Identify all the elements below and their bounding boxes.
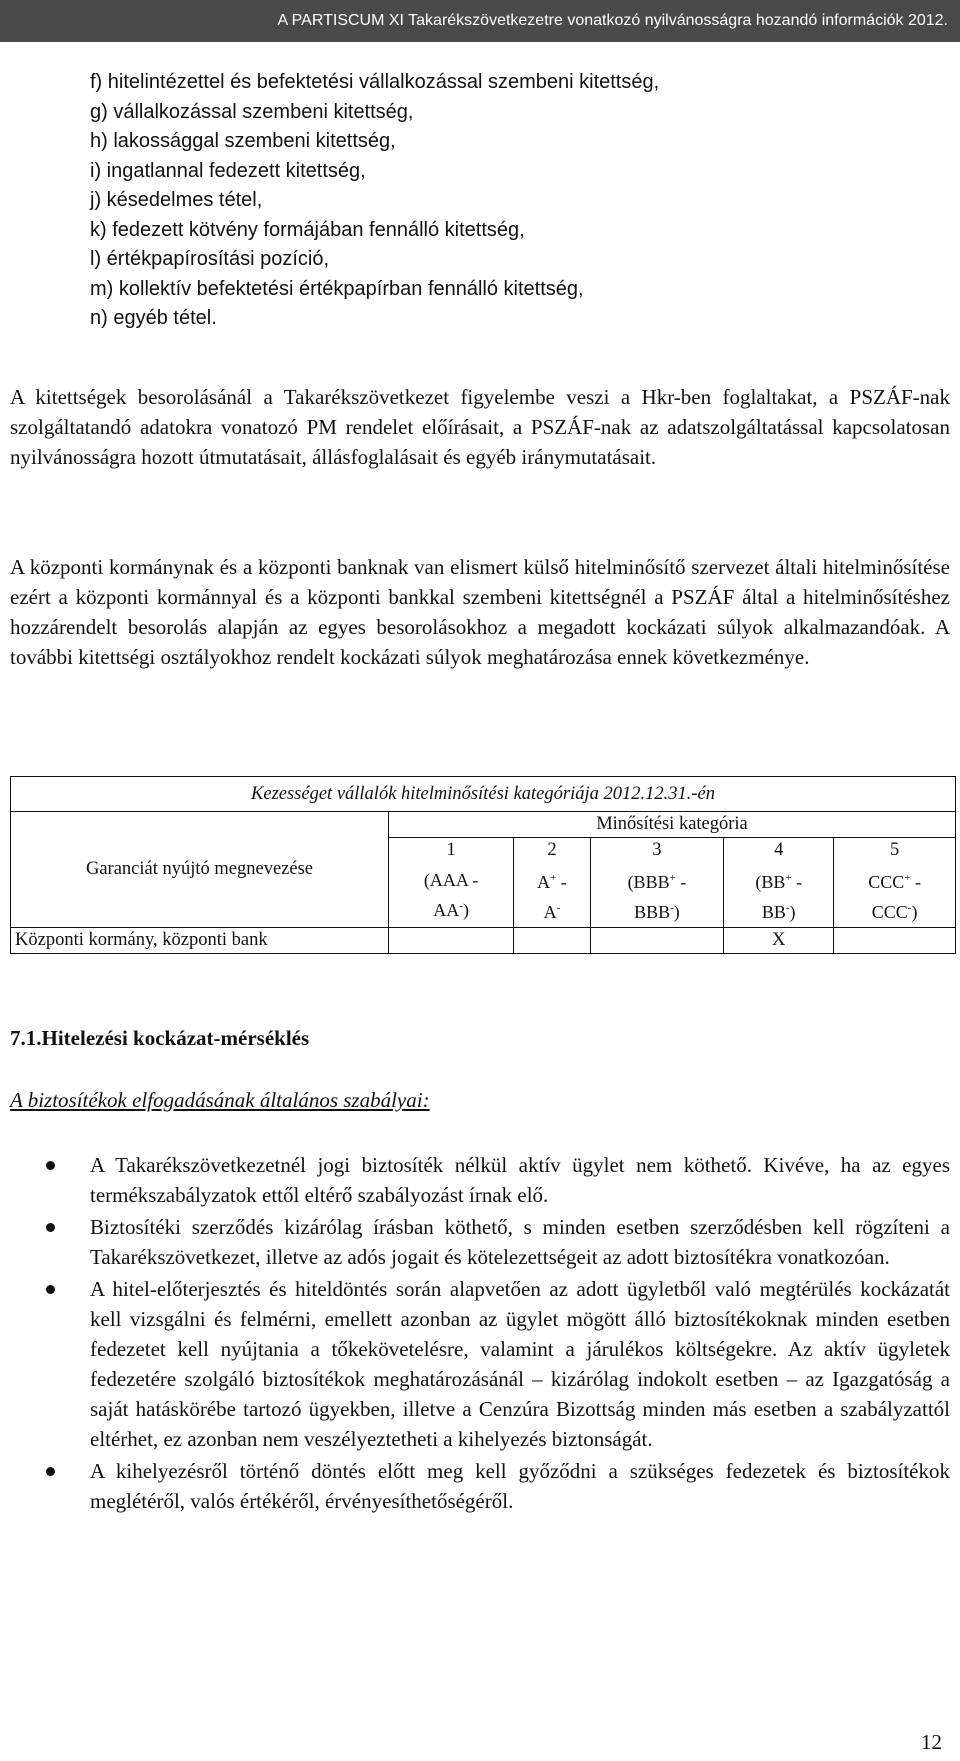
category-range bbox=[590, 863, 724, 928]
range-sup: + bbox=[669, 872, 676, 884]
category-range bbox=[389, 863, 514, 928]
range-lower: BB bbox=[761, 902, 786, 922]
table-caption: Kezességet vállalók hitelminősítési kategóriája 2012.12.31.-én bbox=[11, 777, 956, 812]
table-row bbox=[11, 928, 956, 954]
bullet-text: A Takarékszövetkezetnél jogi biztosíték nélkül aktív ügylet nem köthető. Kivéve, ha az egyes termékszabályzatok ettől eltérő szabályozást írnak elő. bbox=[90, 1153, 950, 1207]
category-number: 5 bbox=[834, 838, 956, 864]
category-range bbox=[724, 863, 834, 928]
range-tail: ) bbox=[673, 902, 680, 922]
range-upper: A bbox=[537, 872, 551, 892]
category-number: 4 bbox=[724, 838, 834, 864]
list-item: m) kollektív befektetési értékpapírban fennálló kitettség, bbox=[90, 277, 584, 300]
range-lower: AA bbox=[433, 900, 460, 920]
range-upper: (BB bbox=[755, 872, 786, 892]
category-number: 1 bbox=[389, 838, 514, 864]
list-item bbox=[10, 1456, 950, 1516]
range-tail: - bbox=[556, 872, 567, 892]
list-item: l) értékpapírosítási pozíció, bbox=[90, 248, 329, 270]
section-title: 7.1.Hitelezési kockázat-mérséklés bbox=[10, 1026, 310, 1050]
bullet-text: A hitel-előterjesztés és hiteldöntés során alapvetően az adott ügyletből való megtérülés kockázatát kell vizsgálni és felmérni, emellett azonban az ügylet mögött álló biztosítékoknak minden esetben fedezetet kell nyújtania a tőkekövetelésre, valamint a járulékos költségekre. Az aktív ügyletek fedezetére szolgáló biztosítékok meghatározásánál – kizárólag indokolt esetben – az Igazgatóság a saját hatáskörébe tartozó ügyekben, illetve a Cenzúra Bizottság minden más esetben a szabályzattól eltérhet, ez azonban nem veszélyeztetheti a kihelyezés biztonságát. bbox=[90, 1277, 950, 1451]
list-item bbox=[10, 1274, 950, 1454]
paragraph-exposure-classification: A kitettségek besorolásánál a Takarékszövetkezet figyelembe veszi a Hkr-ben foglaltakat, a PSZÁF-nak szolgáltatandó adatokra vonatozó PM rendelet előírásait, a PSZÁF-nak az adatszolgáltatással kapcsolatosan nyilvánosságra hozott útmutatásait, állásfoglalásait és egyéb iránymutatásait. bbox=[10, 385, 950, 469]
list-item: g) vállalkozással szembeni kitettség, bbox=[90, 100, 414, 123]
category-mark bbox=[514, 928, 590, 954]
range-sup: - bbox=[785, 902, 790, 914]
list-item: k) fedezett kötvény formájában fennálló kitettség, bbox=[90, 218, 525, 241]
category-range bbox=[834, 863, 956, 928]
list-item: j) késedelmes tétel, bbox=[90, 189, 263, 211]
bullet-icon bbox=[46, 1161, 55, 1170]
guarantor-header: Garanciát nyújtó megnevezése bbox=[11, 812, 389, 928]
list-item bbox=[10, 1212, 950, 1272]
range-lower: A bbox=[543, 902, 557, 922]
range-sup: - bbox=[459, 900, 463, 912]
list-item: n) egyéb tétel. bbox=[90, 307, 217, 329]
category-range bbox=[514, 863, 590, 928]
range-tail: - bbox=[791, 872, 803, 892]
document-header bbox=[0, 0, 960, 42]
category-mark bbox=[834, 928, 956, 954]
guarantor-name: Központi kormány, központi bank bbox=[11, 928, 389, 954]
category-mark bbox=[590, 928, 724, 954]
rules-bullet-list bbox=[10, 1150, 950, 1518]
category-header: Minősítési kategória bbox=[389, 812, 956, 838]
range-tail: ) bbox=[911, 902, 918, 922]
page-number: 12 bbox=[921, 1730, 942, 1754]
range-sup: + bbox=[550, 872, 557, 884]
rating-table bbox=[10, 776, 956, 954]
list-item: h) lakossággal szembeni kitettség, bbox=[90, 130, 396, 152]
range-sup: + bbox=[785, 872, 792, 884]
paragraph-central-government-rating: A központi kormánynak és a központi banknak van elismert külső hitelminősítő szervezet általi hitelminősítése ezért a központi kormánnyal és a központi bankkal szembeni kitettségnél a PSZÁF által a hitelminősítéshez hozzárendelt besorolás alapján az egyes besorolásokhoz a megadott kockázati súlyok alkalmazandóak. A további kitettségi osztályokhoz rendelt kockázati súlyok meghatározása ennek következménye. bbox=[10, 555, 950, 669]
range-sup: - bbox=[907, 902, 912, 914]
range-lower: CCC bbox=[871, 902, 908, 922]
bullet-text: Biztosítéki szerződés kizárólag írásban köthető, s minden esetben szerződésben kell rögzíteni a Takarékszövetkezet, illetve az adós jogait és kötelezettségeit az adott biztosítékra vonatkozóan. bbox=[90, 1215, 950, 1269]
range-upper: (AAA - bbox=[423, 870, 479, 890]
range-upper: (BBB bbox=[627, 872, 670, 892]
range-tail: ) bbox=[789, 902, 796, 922]
list-item bbox=[10, 1150, 950, 1210]
bullet-icon bbox=[46, 1467, 55, 1476]
header-title: A PARTISCUM XI Takarékszövetkezetre vonatkozó nyilvánosságra hozandó információk 2012. bbox=[277, 12, 948, 29]
category-number: 3 bbox=[590, 838, 724, 864]
bullet-icon bbox=[46, 1285, 55, 1294]
range-sup: + bbox=[904, 872, 911, 884]
category-mark: X bbox=[724, 928, 834, 954]
list-item: f) hitelintézettel és befektetési vállalkozással szembeni kitettség, bbox=[90, 71, 660, 93]
range-tail: ) bbox=[462, 900, 469, 920]
range-tail: - bbox=[675, 872, 687, 892]
bullet-icon bbox=[46, 1223, 55, 1232]
category-mark bbox=[389, 928, 514, 954]
range-upper: CCC bbox=[868, 872, 905, 892]
range-lower: BBB bbox=[634, 902, 671, 922]
exposure-class-list bbox=[90, 68, 659, 334]
category-number: 2 bbox=[514, 838, 590, 864]
bullet-text: A kihelyezésről történő döntés előtt meg kell győződni a szükséges fedezetek és biztosítékok meglétéről, valós értékéről, érvényesíthetőségéről. bbox=[90, 1459, 950, 1513]
list-item: i) ingatlannal fedezett kitettség, bbox=[90, 159, 366, 182]
range-tail: - bbox=[910, 872, 921, 892]
section-subtitle: A biztosítékok elfogadásának általános szabályai: bbox=[10, 1088, 430, 1112]
range-sup: - bbox=[556, 902, 561, 914]
range-sup: - bbox=[670, 902, 674, 914]
